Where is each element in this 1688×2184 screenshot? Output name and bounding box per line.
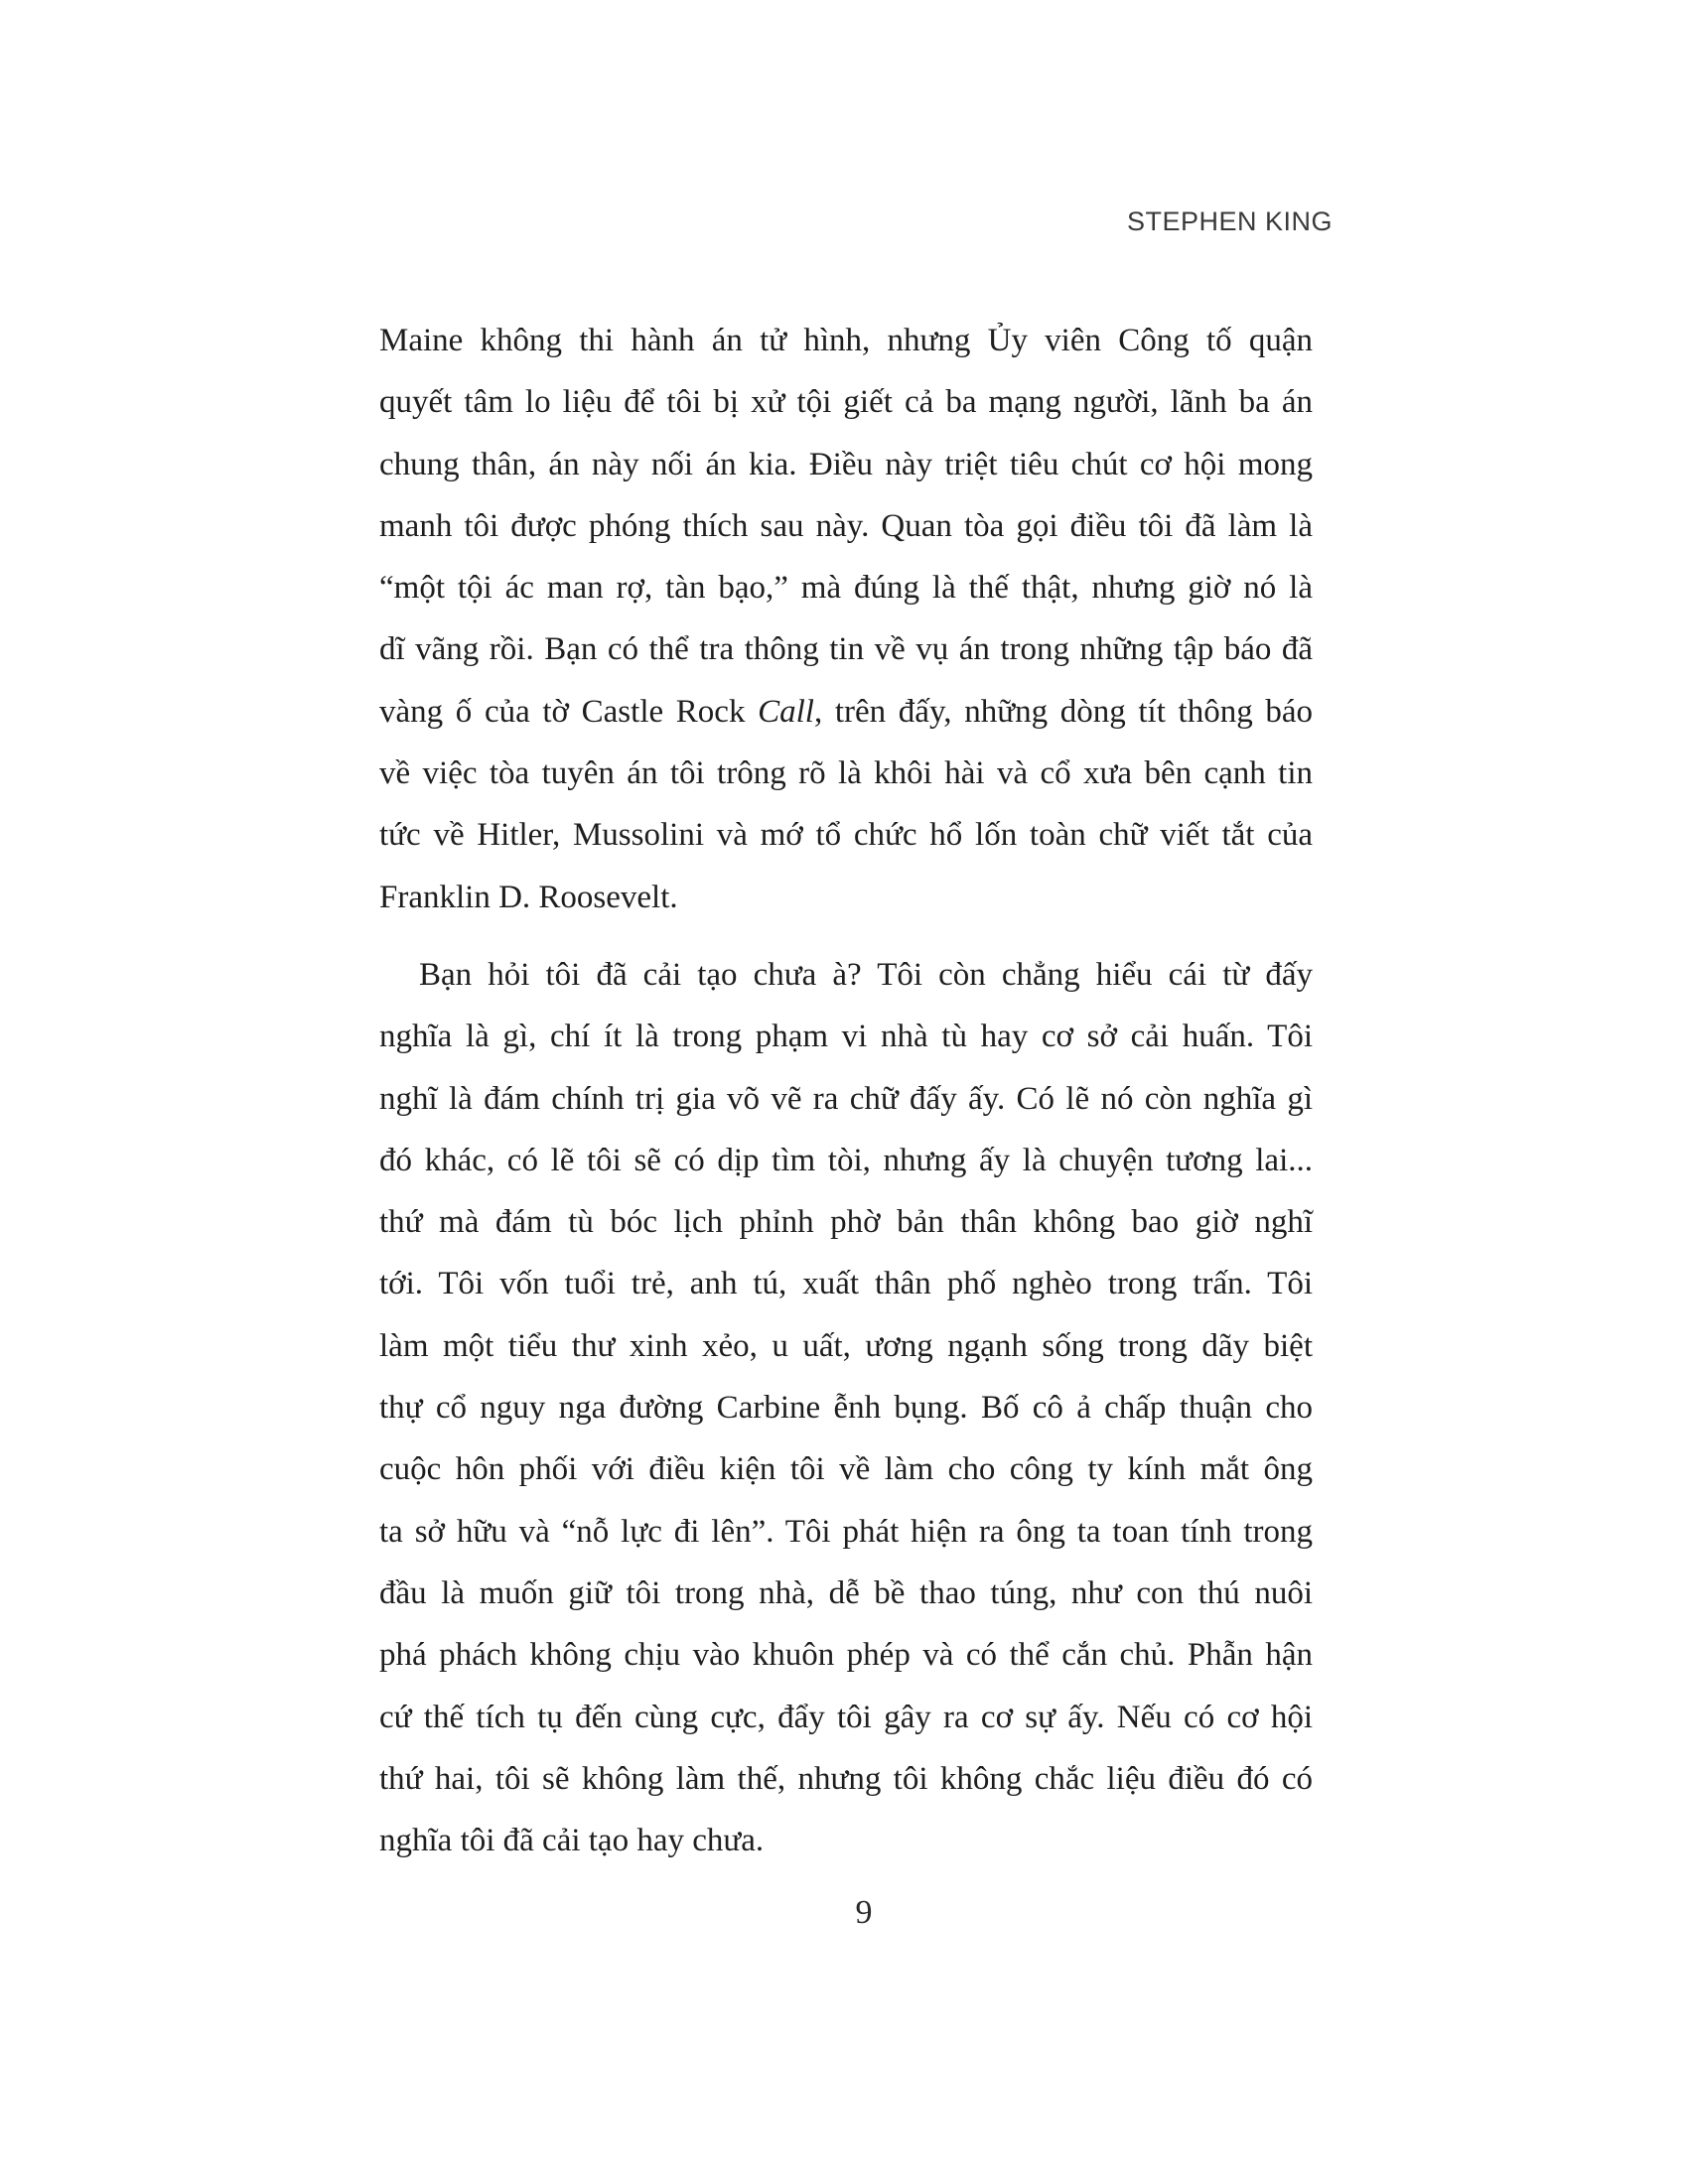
running-header-author: STEPHEN KING: [1126, 206, 1333, 236]
text-line: nghĩa là gì, chí ít là trong phạm vi nhà tù hay cơ sở cải huấn. Tôi: [379, 1019, 1313, 1055]
text-line: dĩ vãng rồi. Bạn có thể tra thông tin về vụ án trong những tập báo đã: [379, 631, 1313, 668]
text-segment: , trên đấy, những dòng tít thông báo: [813, 693, 1314, 730]
italic-newspaper-name: Call: [758, 693, 814, 730]
text-line: đó khác, có lẽ tôi sẽ có dịp tìm tòi, nhưng ấy là chuyện tương lai...: [379, 1142, 1313, 1178]
text-line: nghĩ là đám chính trị gia võ vẽ ra chữ đấy ấy. Có lẽ nó còn nghĩa gì: [379, 1080, 1313, 1117]
paragraph-1: [379, 310, 1313, 928]
text-line: Maine không thi hành án tử hình, nhưng Ủy viên Công tố quận: [379, 323, 1313, 358]
text-line: Bạn hỏi tôi đã cải tạo chưa à? Tôi còn chẳng hiểu cái từ đấy: [419, 956, 1313, 993]
text-line: thự cổ nguy nga đường Carbine ễnh bụng. Bố cô ả chấp thuận cho: [379, 1390, 1313, 1427]
text-line: cứ thế tích tụ đến cùng cực, đẩy tôi gây ra cơ sự ấy. Nếu có cơ hội: [379, 1699, 1313, 1735]
text-line: manh tôi được phóng thích sau này. Quan tòa gọi điều tôi đã làm là: [379, 507, 1313, 544]
text-line: quyết tâm lo liệu để tôi bị xử tội giết cả ba mạng người, lãnh ba án: [379, 384, 1313, 421]
text-line: thứ mà đám tù bóc lịch phỉnh phờ bản thân không bao giờ nghĩ: [379, 1204, 1313, 1241]
body-text: [379, 310, 1313, 1871]
text-line: “một tội ác man rợ, tàn bạo,” mà đúng là thế thật, nhưng giờ nó là: [379, 570, 1313, 607]
text-line: ta sở hữu và “nỗ lực đi lên”. Tôi phát hiện ra ông ta toan tính trong: [379, 1513, 1313, 1550]
text-line: Franklin D. Roosevelt.: [379, 879, 678, 915]
text-line: đầu là muốn giữ tôi trong nhà, dễ bề thao túng, như con thú nuôi: [379, 1574, 1313, 1611]
text-line: cuộc hôn phối với điều kiện tôi về làm cho công ty kính mắt ông: [379, 1451, 1313, 1488]
text-line: nghĩa tôi đã cải tạo hay chưa.: [379, 1823, 765, 1859]
text-line: về việc tòa tuyên án tôi trông rõ là khôi hài và cổ xưa bên cạnh tin: [379, 755, 1313, 792]
text-segment: vàng ố của tờ Castle Rock: [379, 693, 759, 730]
text-line: làm một tiểu thư xinh xẻo, u uất, ương ngạnh sống trong dãy biệt: [379, 1327, 1313, 1364]
text-line: phá phách không chịu vào khuôn phép và có thể cắn chủ. Phẫn hận: [379, 1637, 1313, 1674]
text-line-with-italic: [379, 681, 1313, 743]
text-line: thứ hai, tôi sẽ không làm thế, nhưng tôi không chắc liệu điều đó có: [379, 1760, 1313, 1797]
text-line: tới. Tôi vốn tuổi trẻ, anh tú, xuất thân phố nghèo trong trấn. Tôi: [379, 1266, 1313, 1302]
text-line: chung thân, án này nối án kia. Điều này triệt tiêu chút cơ hội mong: [379, 446, 1313, 482]
text-line: tức về Hitler, Mussolini và mớ tổ chức hổ lốn toàn chữ viết tắt của: [379, 817, 1313, 854]
paragraph-2: [379, 944, 1313, 1871]
page-number: 9: [855, 1894, 873, 1931]
